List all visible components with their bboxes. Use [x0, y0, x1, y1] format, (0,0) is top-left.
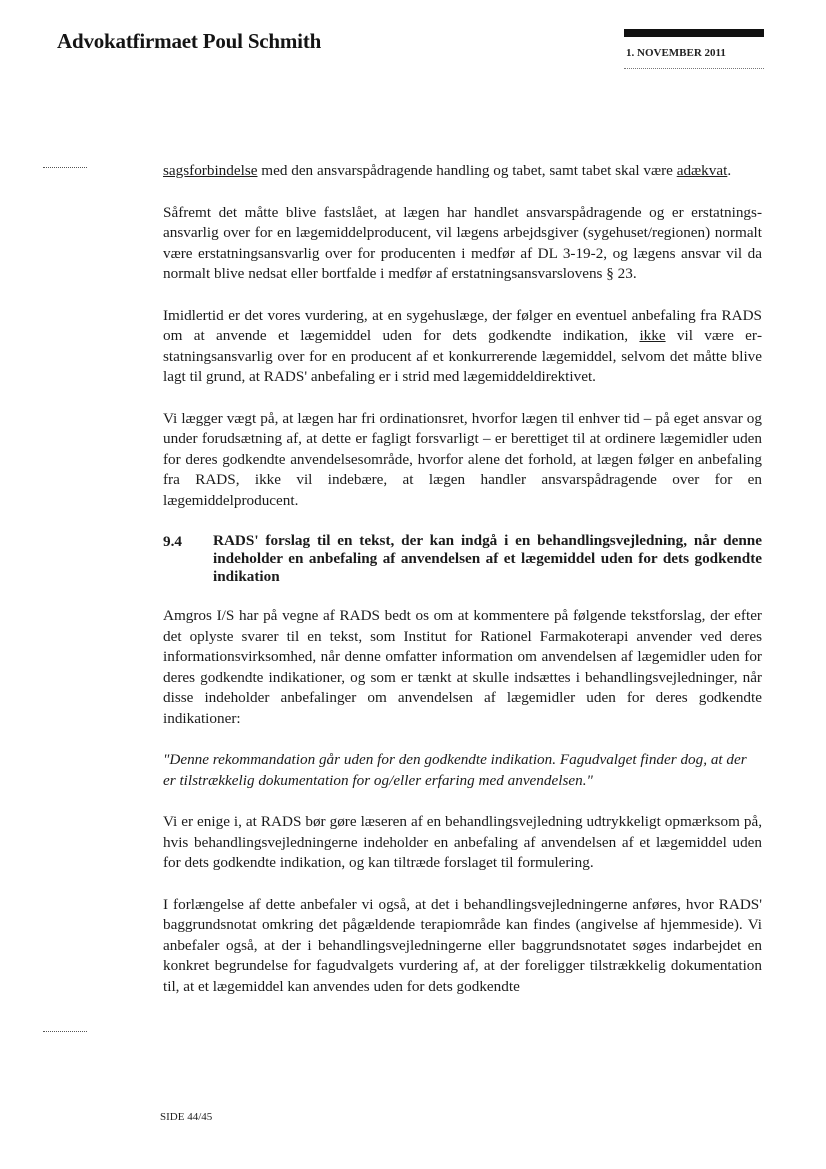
- section-heading: [163, 532, 762, 586]
- date-divider: [624, 68, 764, 69]
- page-number: SIDE 44/45: [160, 1111, 213, 1123]
- paragraph-2: Såfremt det måtte blive fastslået, at lægen har handlet ansvarspådragende og er erstatningsansvarlig over for en lægemiddelproducent, vil lægens arbejdsgiver (sygehuset/regionen) normalt være erstatningsansvarlig over for producenten i medfør af DL 3-19-2, og lægens ansvar vil da normalt blive nedsat eller bortfalde i medfør af erstatningsansvarslovens § 23.: [163, 203, 762, 282]
- paragraph-3: Imidlertid er det vores vurdering, at en sygehuslæge, der følger en eventuel anbefaling fra RADS om at anvende et lægemiddel uden for dets godkendte indikation, ikke vil være erstatningsansvarlig over for en producent af et konkurrerende lægemiddel, selvom det måtte blive lagt til grund, at RADS' anbefaling er i strid med lægemiddeldirektivet.: [163, 306, 762, 385]
- paragraph-1: sagsforbindelse med den ansvarspådragende handling og tabet, samt tabet skal være adækvat.: [163, 162, 732, 179]
- underlined-term: ikke: [639, 327, 666, 344]
- section-number: 9.4: [163, 533, 182, 550]
- underlined-term: adækvat: [676, 162, 728, 179]
- margin-marker-top: [43, 167, 87, 168]
- margin-marker-bottom: [43, 1031, 87, 1032]
- paragraph-7: I forlængelse af dette anbefaler vi også, at det i behandlingsvejledningerne anføres, hvor RADS' baggrundsnotat omkring det pågældende terapiområde kan findes (angivelse af hjemmeside). Vi anbefaler også, at der i behandlingsvejledningerne eller baggrundsnotatet søges indarbejdet en konkret begrundelse for fagudvalgets vurdering af, at der foreligger tilstrækkelig dokumentation til, at et lægemiddel kan anvendes uden for dets godkendte: [163, 895, 762, 995]
- block-quote: "Denne rekommandation går uden for den godkendte indikation. Fagudvalget finder dog, at der er tilstrækkelig dokumentation for og/eller erfaring med anvendelsen.": [163, 751, 747, 789]
- document-body: [163, 161, 762, 1018]
- header-bar: [624, 29, 764, 37]
- section-title: RADS' forslag til en tekst, der kan indgå i en behandlingsvejledning, når denne indeholder en anbefaling af anvendelsen af et lægemiddel uden for dets godkendte indikation: [213, 532, 762, 585]
- underlined-term: sagsforbindelse: [163, 162, 258, 179]
- document-date: 1. NOVEMBER 2011: [626, 47, 726, 59]
- paragraph-5: Amgros I/S har på vegne af RADS bedt os om at kommentere på følgende tekstforslag, der efter det oplyste svarer til en tekst, som Institut for Rationel Farmakoterapi anvender ved deres informationsvirksomhed, når denne omfatter information om anvendelsen af lægemidler uden for deres godkendte indikationer, og som er tænkt at skulle indsættes i behandlingsvejledninger, når disse indeholder anbefalinger om anvendelsen af lægemidler uden for deres godkendte indikationer:: [163, 607, 762, 727]
- firm-name: Advokatfirmaet Poul Schmith: [57, 29, 322, 53]
- paragraph-6: Vi er enige i, at RADS bør gøre læseren af en behandlingsvejledning udtrykkeligt opmærksom på, hvis behandlingsvejledningerne indeholder en anbefaling af anvendelsen af et lægemiddel uden for dets godkendte indikation, og kan tiltræde forslaget til formulering.: [163, 813, 762, 871]
- paragraph-4: Vi lægger vægt på, at lægen har fri ordinationsret, hvorfor lægen til enhver tid – på eget ansvar og under forudsætning af, at dette er fagligt forsvarligt – er berettiget til at ordinere lægemidler uden for deres godkendte anvendelsesområde, hvorfor alene det forhold, at lægen følger en anbefaling fra RADS, ikke vil indebære, at lægen handler ansvarspådragende over for en lægemiddelproducent.: [163, 409, 762, 509]
